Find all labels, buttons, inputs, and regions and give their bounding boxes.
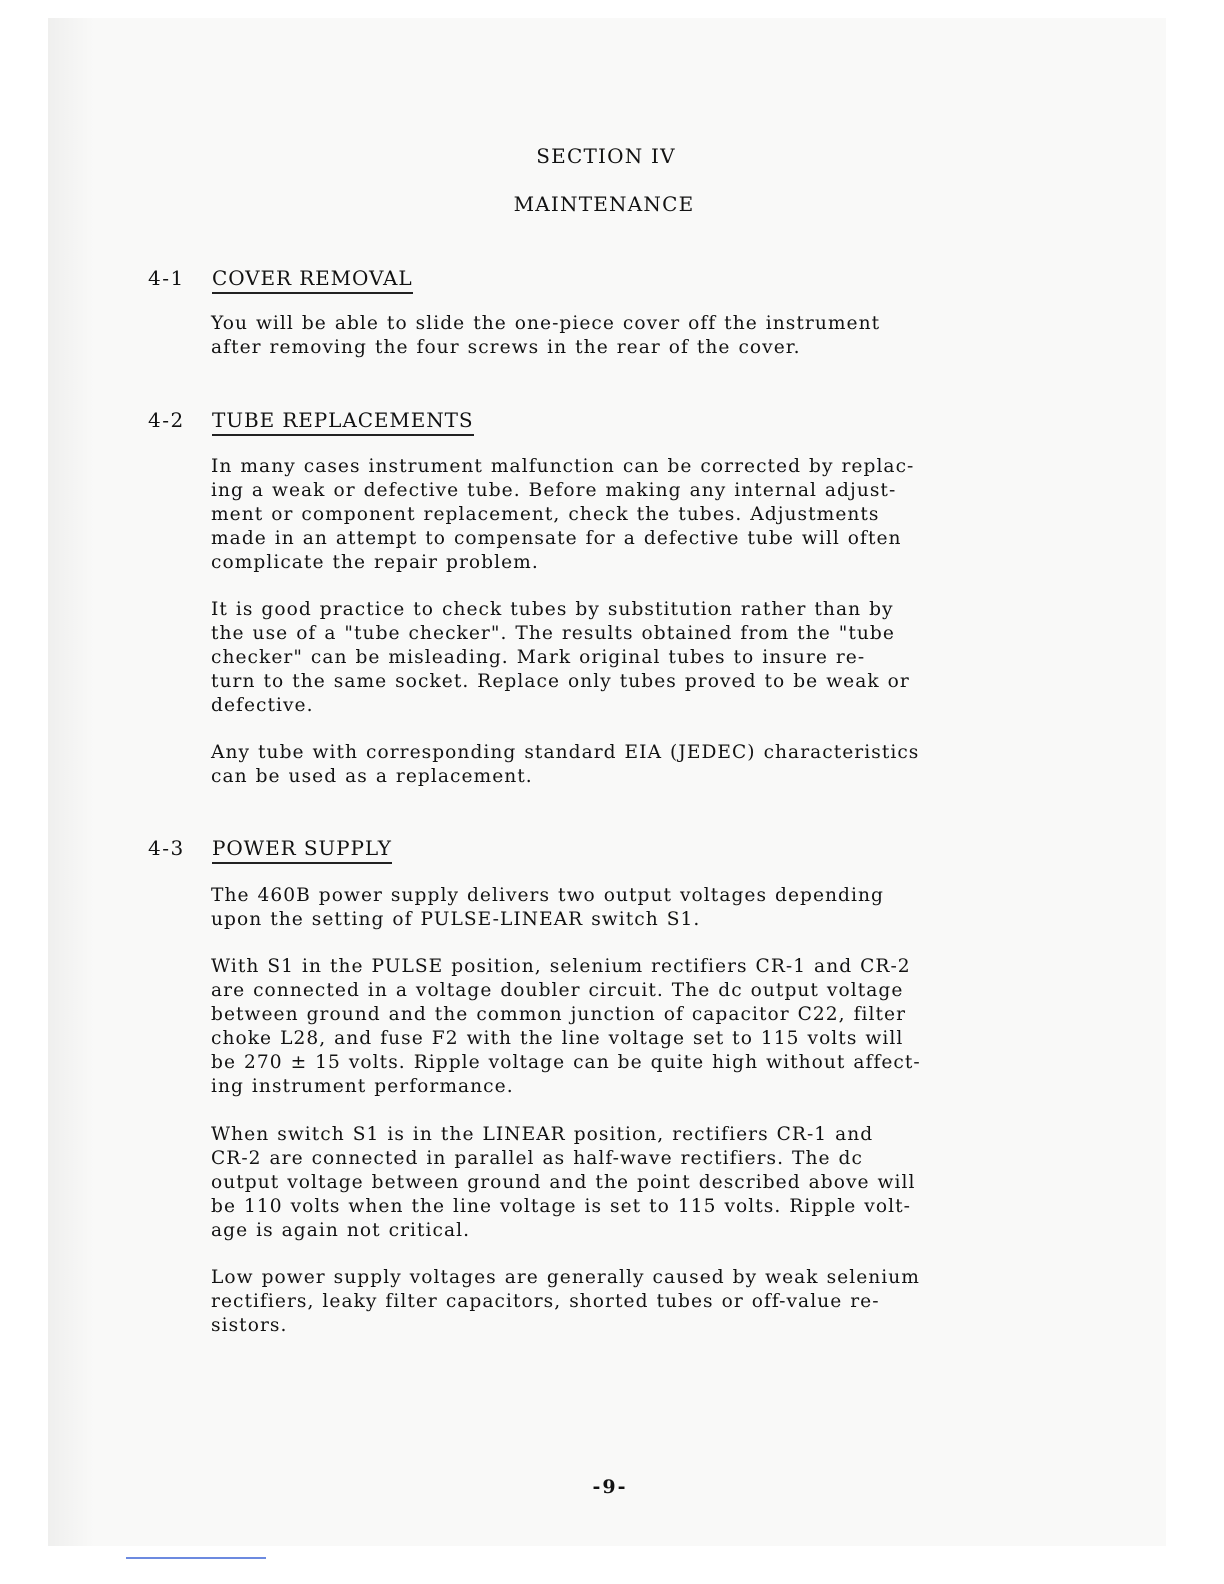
text-line: turn to the same socket. Replace only tubes proved to be weak or — [211, 671, 910, 692]
paragraph — [211, 598, 1031, 718]
page-number: -9- — [592, 1476, 628, 1498]
text-line: ing a weak or defective tube. Before making any internal adjust- — [211, 480, 897, 501]
section-title: TUBE REPLACEMENTS — [212, 408, 474, 436]
text-line: checker" can be misleading. Mark original tubes to insure re- — [211, 647, 866, 668]
text-line: choke L28, and fuse F2 with the line voltage set to 115 volts will — [211, 1028, 904, 1049]
text-line: the use of a "tube checker". The results obtained from the "tube — [211, 623, 895, 644]
paragraph — [211, 741, 1031, 789]
text-line: defective. — [211, 695, 314, 716]
paragraph — [211, 1123, 1031, 1243]
section-number: 4-3 — [148, 836, 185, 860]
text-line: rectifiers, leaky filter capacitors, shorted tubes or off-value re- — [211, 1291, 880, 1312]
text-line: made in an attempt to compensate for a defective tube will often — [211, 528, 902, 549]
text-line: It is good practice to check tubes by substitution rather than by — [211, 599, 894, 620]
text-line: In many cases instrument malfunction can be corrected by replac- — [211, 456, 915, 477]
text-line: complicate the repair problem. — [211, 552, 539, 573]
text-line: ment or component replacement, check the tubes. Adjustments — [211, 504, 880, 525]
text-line: are connected in a voltage doubler circuit. The dc output voltage — [211, 980, 904, 1001]
text-line: CR-2 are connected in parallel as half-wave rectifiers. The dc — [211, 1148, 863, 1169]
text-line: can be used as a replacement. — [211, 766, 533, 787]
text-line: be 110 volts when the line voltage is set to 115 volts. Ripple volt- — [211, 1196, 911, 1217]
paragraph — [211, 1266, 1031, 1338]
text-line: between ground and the common junction of capacitor C22, filter — [211, 1004, 907, 1025]
text-line: upon the setting of PULSE-LINEAR switch S1. — [211, 909, 701, 930]
text-line: sistors. — [211, 1315, 288, 1336]
paragraph — [211, 884, 1031, 932]
link-underline[interactable] — [126, 1557, 266, 1559]
text-line: output voltage between ground and the point described above will — [211, 1172, 916, 1193]
text-line: after removing the four screws in the rear of the cover. — [211, 337, 801, 358]
text-line: age is again not critical. — [211, 1220, 471, 1241]
paragraph — [211, 455, 1031, 575]
section-title: COVER REMOVAL — [212, 266, 413, 294]
chapter-title: MAINTENANCE — [513, 192, 695, 216]
section-heading: SECTION IV — [536, 144, 676, 168]
text-line: With S1 in the PULSE position, selenium rectifiers CR-1 and CR-2 — [211, 956, 911, 977]
section-number: 4-2 — [148, 408, 185, 432]
text-line: You will be able to slide the one-piece cover off the instrument — [211, 313, 881, 334]
text-line: Any tube with corresponding standard EIA (JEDEC) characteristics — [211, 742, 920, 763]
text-line: be 270 ± 15 volts. Ripple voltage can be quite high without affect- — [211, 1052, 921, 1073]
text-line: ing instrument performance. — [211, 1076, 514, 1097]
section-title: POWER SUPPLY — [212, 836, 392, 864]
paragraph — [211, 312, 1031, 360]
text-line: Low power supply voltages are generally caused by weak selenium — [211, 1267, 920, 1288]
text-line: The 460B power supply delivers two output voltages depending — [211, 885, 884, 906]
paragraph — [211, 955, 1031, 1099]
text-line: When switch S1 is in the LINEAR position, rectifiers CR-1 and — [211, 1124, 874, 1145]
section-number: 4-1 — [148, 266, 185, 290]
